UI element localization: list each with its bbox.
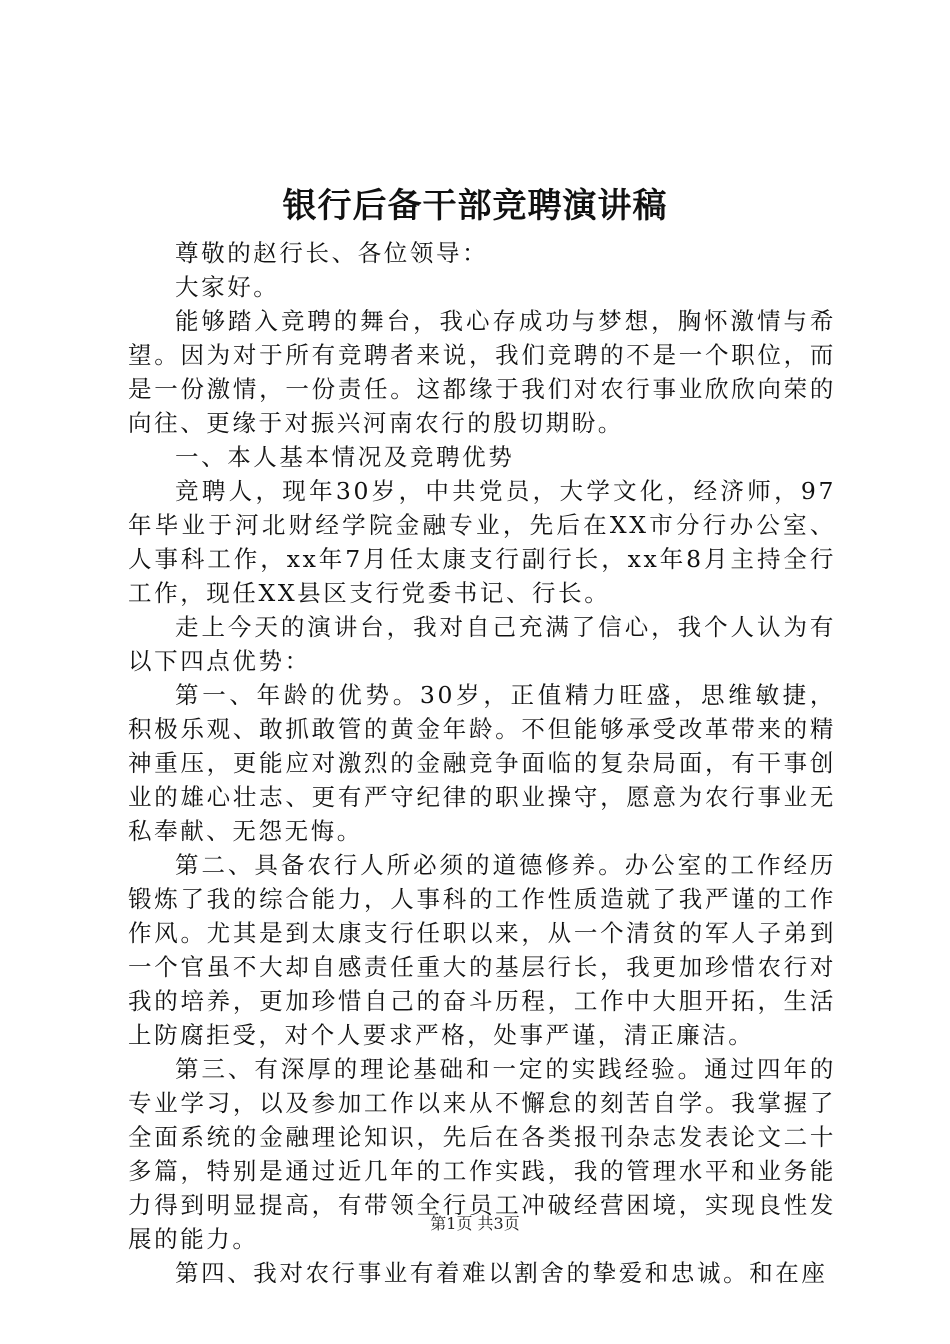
document-title: 银行后备干部竞聘演讲稿 xyxy=(282,186,668,226)
paragraph: 第四、我对农行事业有着难以割舍的挚爱和忠诚。和在座 xyxy=(175,1259,828,1287)
paragraph: 竞聘人，现年30岁，中共党员，大学文化，经济师，97年毕业于河北财经学院金融专业，先后在XX市分行办公室、人事科工作，xx年7月任太康支行副行长，xx年8月主持全行工作，现任XX县区支行党委书记、行长。 xyxy=(128,477,836,607)
page-number-footer: 第1页 共3页 xyxy=(430,1214,520,1233)
paragraph: 走上今天的演讲台，我对自己充满了信心，我个人认为有以下四点优势： xyxy=(128,613,836,675)
paragraph: 能够踏入竞聘的舞台，我心存成功与梦想，胸怀激情与希望。因为对于所有竞聘者来说，我们竞聘的不是一个职位，而是一份激情，一份责任。这都缘于我们对农行事业欣欣向荣的向往、更缘于对振兴河南农行的殷切期盼。 xyxy=(128,307,836,437)
salutation: 尊敬的赵行长、各位领导： xyxy=(175,239,489,267)
document-body xyxy=(128,236,836,1290)
paragraph: 第三、有深厚的理论基础和一定的实践经验。通过四年的专业学习，以及参加工作以来从不懈怠的刻苦自学。我掌握了全面系统的金融理论知识，先后在各类报刊杂志发表论文二十多篇，特别是通过近几年的工作实践，我的管理水平和业务能力得到明显提高，有带领全行员工冲破经营困境，实现良性发展的能力。 xyxy=(128,1055,836,1253)
paragraph: 第一、年龄的优势。30岁，正值精力旺盛，思维敏捷，积极乐观、敢抓敢管的黄金年龄。不但能够承受改革带来的精神重压，更能应对激烈的金融竞争面临的复杂局面，有干事创业的雄心壮志、更有严守纪律的职业操守，愿意为农行事业无私奉献、无怨无悔。 xyxy=(128,681,836,845)
greeting: 大家好。 xyxy=(175,273,280,301)
paragraph: 第二、具备农行人所必须的道德修养。办公室的工作经历锻炼了我的综合能力，人事科的工作性质造就了我严谨的工作作风。尤其是到太康支行任职以来，从一个清贫的军人子弟到一个官虽不大却自感责任重大的基层行长，我更加珍惜农行对我的培养，更加珍惜自己的奋斗历程，工作中大胆开拓，生活上防腐拒受，对个人要求严格，处事严谨，清正廉洁。 xyxy=(128,851,836,1049)
section-heading: 一、本人基本情况及竞聘优势 xyxy=(175,443,515,471)
